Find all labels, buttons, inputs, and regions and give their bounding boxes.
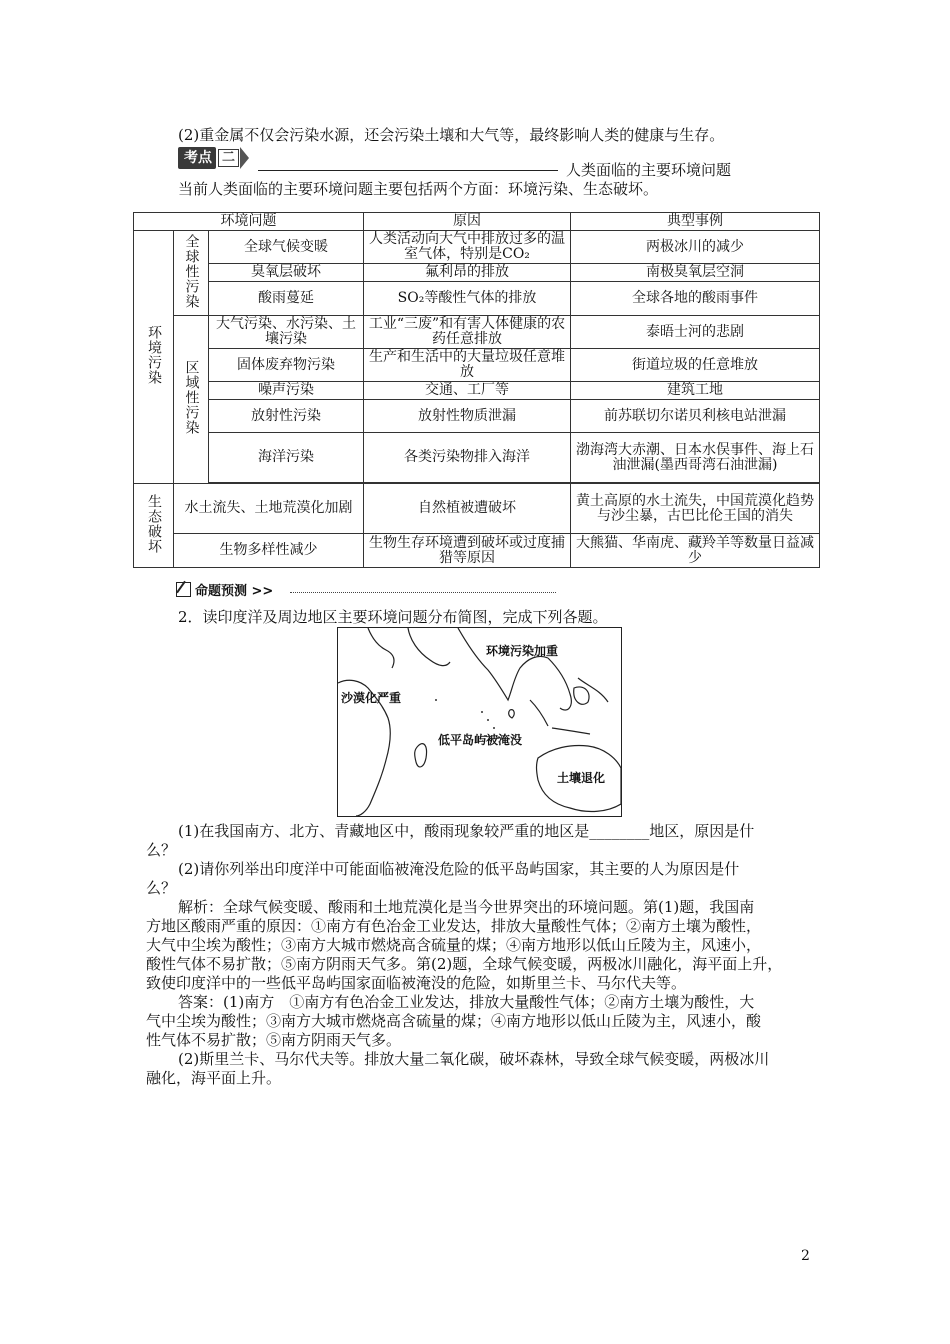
issue-cell: 大气污染、水污染、土壤污染 <box>209 316 364 349</box>
badge-label: 考点 <box>178 147 216 169</box>
pencil-icon <box>176 582 191 597</box>
sub-regional-cell <box>174 316 209 484</box>
cause-cell: 人类活动向大气中排放过多的温室气体，特别是CO₂ <box>364 231 571 264</box>
environment-issues-table <box>133 212 820 568</box>
section-rule <box>258 170 558 171</box>
section-summary: 当前人类面临的主要环境问题主要包括两个方面：环境污染、生态破坏。 <box>178 180 659 198</box>
example-cell: 大熊猫、华南虎、藏羚羊等数量日益减少 <box>571 534 820 568</box>
question-1-line-2: 么？ <box>146 841 177 859</box>
table-row <box>134 349 820 382</box>
example-cell: 黄土高原的水土流失，中国荒漠化趋势与沙尘暴，古巴比伦王国的消失 <box>571 484 820 534</box>
cause-cell: SO₂等酸性气体的排放 <box>364 282 571 316</box>
cause-cell: 生产和生活中的大量垃圾任意堆放 <box>364 349 571 382</box>
sub-regional: 区域性污染 <box>183 360 200 435</box>
example-cell: 街道垃圾的任意堆放 <box>571 349 820 382</box>
label-soil: 土壤退化 <box>557 771 606 785</box>
header-example: 典型事例 <box>571 213 820 231</box>
cause-cell: 工业“三废”和有害人体健康的农药任意排放 <box>364 316 571 349</box>
intro-line: (2)重金属不仅会污染水源，还会污染土壤和大气等，最终影响人类的健康与生存。 <box>178 126 725 144</box>
answer-line-5: 融化，海平面上升。 <box>146 1069 282 1087</box>
analysis-line-4: 酸性气体不易扩散；⑤南方阴雨天气多。第(2)题，全球气候变暖，两极冰川融化，海平面上升， <box>146 955 783 973</box>
badge-arrow-icon <box>240 147 249 169</box>
analysis-line-3: 大气中尘埃为酸性；③南方大城市燃烧高含硫量的煤；④南方地形以低山丘陵为主，风速小， <box>146 936 762 954</box>
issue-cell: 水土流失、土地荒漠化加剧 <box>174 484 364 534</box>
table-row <box>134 400 820 433</box>
issue-cell: 臭氧层破坏 <box>209 264 364 282</box>
issue-cell: 噪声污染 <box>209 382 364 400</box>
table-row <box>134 316 820 349</box>
example-cell: 前苏联切尔诺贝利核电站泄漏 <box>571 400 820 433</box>
header-issue: 环境问题 <box>134 213 364 231</box>
example-cell: 泰晤士河的悲剧 <box>571 316 820 349</box>
sub-global: 全球性污染 <box>183 233 200 309</box>
badge-number: 二 <box>218 149 239 167</box>
cause-cell: 放射性物质泄漏 <box>364 400 571 433</box>
issue-cell: 固体废弃物污染 <box>209 349 364 382</box>
label-pollution: 环境污染加重 <box>486 644 559 658</box>
question-2-line-2: 么？ <box>146 879 177 897</box>
answer-line-3: 性气体不易扩散；⑤南方阴雨天气多。 <box>146 1031 402 1049</box>
table-header-row <box>134 213 820 231</box>
cause-cell: 各类污染物排入海洋 <box>364 433 571 483</box>
group-eco-cell <box>134 484 174 568</box>
issue-cell: 全球气候变暖 <box>209 231 364 264</box>
header-cause: 原因 <box>364 213 571 231</box>
group-pollution-cell <box>134 231 174 484</box>
page-number: 2 <box>801 1248 810 1264</box>
question-1-line-1: (1)在我国南方、北方、青藏地区中，酸雨现象较严重的地区是________地区，原因是什 <box>178 822 755 840</box>
sub-global-cell <box>174 231 209 316</box>
issue-cell: 酸雨蔓延 <box>209 282 364 316</box>
map-outline <box>338 628 621 816</box>
question-intro: 2．读印度洋及周边地区主要环境问题分布简图，完成下列各题。 <box>178 608 608 626</box>
indian-ocean-map <box>337 627 622 817</box>
example-cell: 全球各地的酸雨事件 <box>571 282 820 316</box>
table-row <box>134 382 820 400</box>
table-row <box>134 433 820 483</box>
issue-cell: 放射性污染 <box>209 400 364 433</box>
label-desert: 沙漠化严重 <box>341 691 402 705</box>
cause-cell: 交通、工厂等 <box>364 382 571 400</box>
example-cell: 两极冰川的减少 <box>571 231 820 264</box>
table-row <box>134 534 820 568</box>
group-pollution: 环境污染 <box>146 325 162 385</box>
cause-cell: 自然植被遭破坏 <box>364 484 571 534</box>
prediction-dotted-rule <box>290 592 556 593</box>
cause-cell: 生物生存环境遭到破坏或过度捕猎等原因 <box>364 534 571 568</box>
example-cell: 建筑工地 <box>571 382 820 400</box>
table-row <box>134 282 820 316</box>
example-cell: 南极臭氧层空洞 <box>571 264 820 282</box>
prediction-heading-text: 命题预测 >> <box>195 584 274 599</box>
analysis-line-2: 方地区酸雨严重的原因：①南方有色冶金工业发达，排放大量酸性气体；②南方土壤为酸性， <box>146 917 762 935</box>
issue-cell: 海洋污染 <box>209 433 364 483</box>
label-islands: 低平岛屿被淹没 <box>438 733 523 747</box>
issue-cell: 生物多样性减少 <box>174 534 364 568</box>
analysis-line-5: 致使印度洋中的一些低平岛屿国家面临被淹没的危险，如斯里兰卡、马尔代夫等。 <box>146 974 687 992</box>
table-row <box>134 264 820 282</box>
section-title: 人类面临的主要环境问题 <box>566 161 732 179</box>
answer-line-4: (2)斯里兰卡、马尔代夫等。排放大量二氧化碳，破坏森林，导致全球气候变暖，两极冰川 <box>178 1050 770 1068</box>
group-eco: 生态破坏 <box>146 493 162 554</box>
cause-cell: 氟利昂的排放 <box>364 264 571 282</box>
section-badge <box>178 147 249 169</box>
answer-line-2: 气中尘埃为酸性；③南方大城市燃烧高含硫量的煤；④南方地形以低山丘陵为主，风速小，酸 <box>146 1012 762 1030</box>
question-2-line-1: (2)请你列举出印度洋中可能面临被淹没危险的低平岛屿国家，其主要的人为原因是什 <box>178 860 740 878</box>
table-row <box>134 484 820 534</box>
table-row <box>134 231 820 264</box>
example-cell: 渤海湾大赤潮、日本水俣事件、海上石油泄漏(墨西哥湾石油泄漏) <box>571 433 820 483</box>
answer-line-1: 答案：(1)南方 ①南方有色冶金工业发达，排放大量酸性气体；②南方土壤为酸性，大 <box>178 993 755 1011</box>
analysis-line-1: 解析：全球气候变暖、酸雨和土地荒漠化是当今世界突出的环境问题。第(1)题，我国南 <box>178 898 755 916</box>
prediction-heading <box>176 580 273 599</box>
